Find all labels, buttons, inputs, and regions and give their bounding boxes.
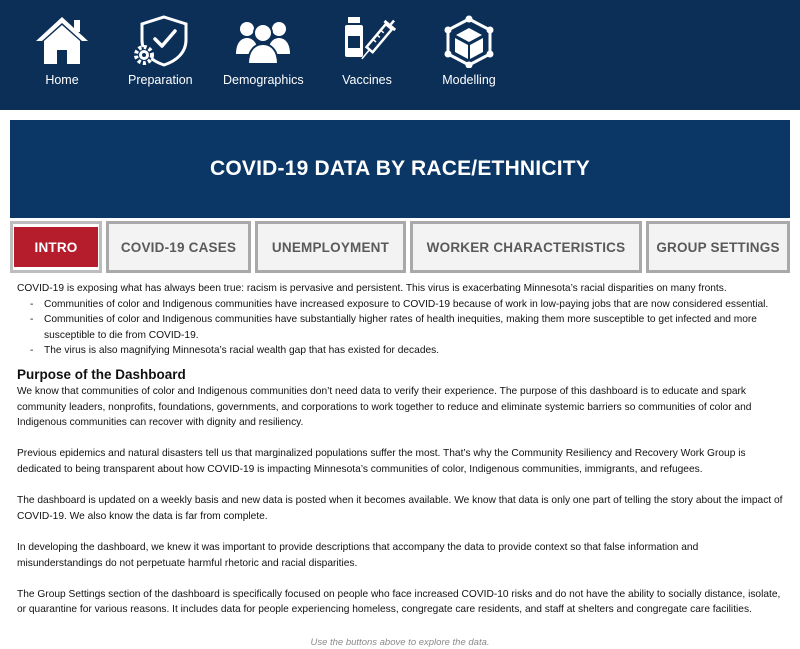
nav-vaccines[interactable] (338, 14, 396, 87)
title-banner (10, 120, 790, 218)
cube-network-icon (440, 14, 498, 68)
nav-label-preparation: Preparation (128, 73, 193, 87)
epidemics-paragraph: Previous epidemics and natural disasters tell us that marginalized populations suffer the most. That’s why the Community Resiliency and Recovery Work Group is dedicated to being transparent about how COVID-19 is impacting Minnesota’s communities of color, Indigenous communities, immigrants, and refugees. (17, 448, 746, 475)
bullet-item: - The virus is also magnifying Minnesota’s racial wealth gap that has existed for decades. (17, 343, 785, 359)
nav-label-home: Home (45, 73, 79, 87)
footer-hint: Use the buttons above to explore the data. (310, 637, 490, 648)
tab-worker-characteristics[interactable] (410, 221, 642, 273)
page-title: COVID-19 DATA BY RACE/ETHNICITY (210, 157, 590, 180)
tab-covid-19-cases-label: COVID-19 CASES (120, 239, 237, 255)
home-icon (33, 14, 91, 68)
updates-paragraph: The dashboard is updated on a weekly basis and new data is posted when it becomes available. We know that data is only one part of telling the story about the impact of COVID-19. We also know the data is far from complete. (17, 495, 783, 522)
bullet-item: - Communities of color and Indigenous communities have substantially higher rates of health inequities, making them more susceptible to get infected and more susceptible to die from COVID-19. (17, 312, 785, 343)
intro-bullets (17, 297, 785, 359)
nav-label-modelling: Modelling (442, 73, 496, 87)
people-group-icon (234, 14, 292, 68)
tab-bar (10, 221, 790, 273)
tab-group-settings[interactable] (646, 221, 790, 273)
bullet-item: - Communities of color and Indigenous communities have increased exposure to COVID-19 because of work in low-paying jobs that are now considered essential. (17, 297, 785, 313)
tab-group-settings-label: GROUP SETTINGS (656, 239, 780, 255)
nav-demographics[interactable] (223, 14, 304, 87)
purpose-heading: Purpose of the Dashboard (17, 366, 186, 382)
tab-intro-label: INTRO (14, 227, 98, 267)
intro-content (17, 281, 785, 618)
tab-unemployment[interactable] (255, 221, 406, 273)
nav-label-vaccines: Vaccines (342, 73, 392, 87)
intro-paragraph: COVID-19 is exposing what has always been true: racism is pervasive and persistent. This virus is exacerbating Minnesota’s racial disparities on many fronts. (17, 283, 727, 294)
vaccine-icon (338, 14, 396, 68)
tab-unemployment-label: UNEMPLOYMENT (271, 239, 390, 255)
nav-preparation[interactable] (128, 14, 193, 87)
nav-label-demographics: Demographics (223, 73, 304, 87)
nav-home[interactable] (33, 14, 91, 87)
shield-gear-icon (131, 14, 189, 68)
descriptions-paragraph: In developing the dashboard, we knew it was important to provide descriptions that accompany the data to provide context so that false information and misunderstandings do not perpetuate harmful rhetoric and racial disparities. (17, 541, 699, 569)
purpose-paragraph: We know that communities of color and Indigenous communities don’t need data to verify their experience. The purpose of this dashboard is to educate and spark community leaders, nonprofits, foundations, governments, and corporations to work together to reduce and eliminate systemic barriers so communities of color and Indigenous communities can recover with dignity and resiliency. (17, 385, 752, 429)
tab-covid-19-cases[interactable] (106, 221, 251, 273)
group-settings-paragraph: The Group Settings section of the dashboard is specifically focused on people who face increased COVID-10 risks and do not have the ability to socially distance, isolate, or quarantine for various reasons. It includes data for people experiencing homeless, congregate care residents, and staff at shelters and congregate care facilities. (17, 588, 781, 616)
top-nav (0, 0, 800, 110)
nav-modelling[interactable] (440, 14, 498, 87)
tab-intro[interactable] (10, 221, 102, 273)
tab-worker-characteristics-label: WORKER CHARACTERISTICS (426, 239, 626, 255)
